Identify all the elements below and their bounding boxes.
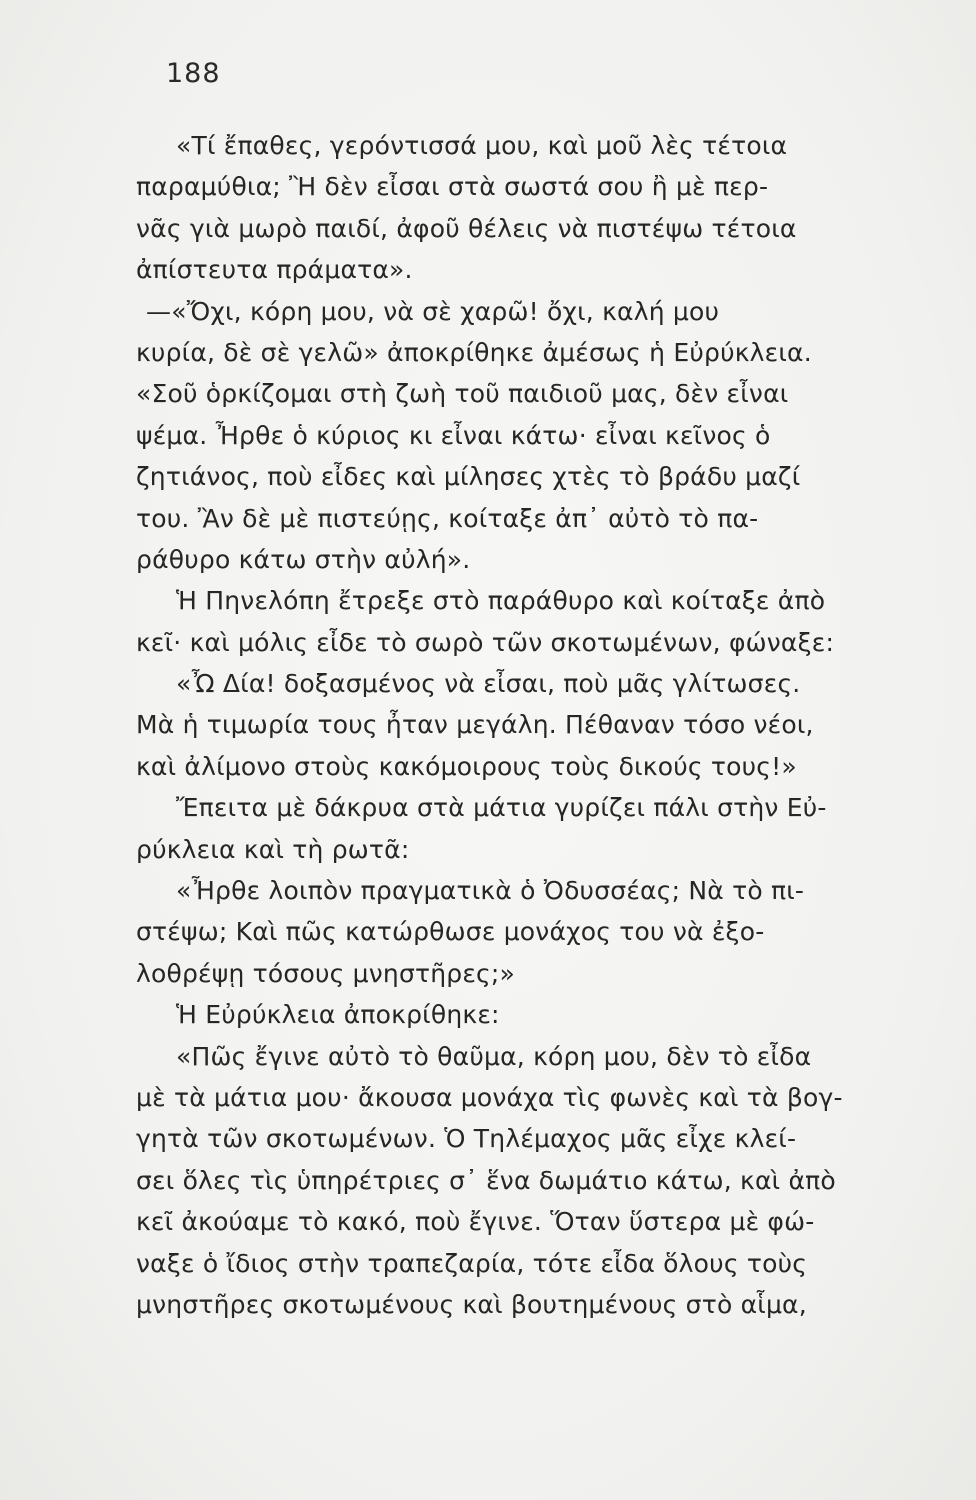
text-line: κυρία, δὲ σὲ γελῶ» ἀποκρίθηκε ἀμέσως ἡ Εὐρύκλεια.: [136, 337, 812, 367]
text-line: καὶ ἀλίμονο στοὺς κακόμοιρους τοὺς δικούς τους!»: [136, 751, 797, 781]
text-line: μνηστῆρες σκοτωμένους καὶ βουτημένους στὸ αἷμα,: [136, 1289, 807, 1319]
body-text: [136, 125, 908, 1325]
text-line: λοθρέψῃ τόσους μνηστῆρες;»: [136, 958, 516, 988]
text-line: —«Ὄχι, κόρη μου, νὰ σὲ χαρῶ! ὄχι, καλή μου: [146, 296, 720, 326]
text-line: «Σοῦ ὁρκίζομαι στὴ ζωὴ τοῦ παιδιοῦ μας, δὲν εἶναι: [136, 379, 789, 409]
text-line: παραμύθια; Ἢ δὲν εἶσαι στὰ σωστά σου ἢ μὲ περ-: [136, 172, 769, 202]
text-line: κεῖ ἀκούαμε τὸ κακό, ποὺ ἔγινε. Ὅταν ὕστερα μὲ φώ-: [136, 1207, 815, 1237]
text-line: Ἡ Πηνελόπη ἔτρεξε στὸ παράθυρο καὶ κοίταξε ἀπὸ: [176, 586, 826, 616]
text-line: Μὰ ἡ τιμωρία τους ἦταν μεγάλη. Πέθαναν τόσο νέοι,: [136, 710, 814, 740]
text-line: γητὰ τῶν σκοτωμένων. Ὁ Τηλέμαχος μᾶς εἶχε κλεί-: [136, 1124, 797, 1154]
text-line: μὲ τὰ μάτια μου· ἄκουσα μονάχα τὶς φωνὲς καὶ τὰ βογ-: [136, 1082, 843, 1112]
page-number: 188: [166, 58, 221, 89]
text-line: «Ἦρθε λοιπὸν πραγματικὰ ὁ Ὀδυσσέας; Νὰ τὸ πι-: [176, 876, 805, 906]
text-line: κεῖ· καὶ μόλις εἶδε τὸ σωρὸ τῶν σκοτωμένων, φώναξε:: [136, 627, 835, 657]
text-line: στέψω; Καὶ πῶς κατώρθωσε μονάχος του νὰ ἐξο-: [136, 917, 765, 947]
text-line: ἀπίστευτα πράματα».: [136, 255, 413, 285]
text-line: σει ὅλες τὶς ὑπηρέτριες σ᾿ ἕνα δωμάτιο κάτω, καὶ ἀπὸ: [136, 1165, 836, 1195]
text-line: του. Ἂν δὲ μὲ πιστεύῃς, κοίταξε ἀπ᾿ αὐτὸ τὸ πα-: [136, 503, 759, 533]
text-line: Ἔπειτα μὲ δάκρυα στὰ μάτια γυρίζει πάλι στὴν Εὐ-: [176, 793, 827, 823]
text-line: νᾶς γιὰ μωρὸ παιδί, ἀφοῦ θέλεις νὰ πιστέψω τέτοια: [136, 213, 797, 243]
text-line: ζητιάνος, ποὺ εἶδες καὶ μίλησες χτὲς τὸ βράδυ μαζί: [136, 462, 801, 492]
text-line: «Ὦ Δία! δοξασμένος νὰ εἶσαι, ποὺ μᾶς γλίτωσες.: [176, 669, 801, 699]
text-line: ράθυρο κάτω στὴν αὐλή».: [136, 544, 471, 574]
text-line: «Πῶς ἔγινε αὐτὸ τὸ θαῦμα, κόρη μου, δὲν τὸ εἶδα: [176, 1041, 812, 1071]
text-line: ρύκλεια καὶ τὴ ρωτᾶ:: [136, 834, 410, 864]
text-line: ναξε ὁ ἴδιος στὴν τραπεζαρία, τότε εἶδα ὅλους τοὺς: [136, 1248, 808, 1278]
text-line: Ἡ Εὐρύκλεια ἀποκρίθηκε:: [176, 1000, 500, 1030]
text-line: ψέμα. Ἦρθε ὁ κύριος κι εἶναι κάτω· εἶναι κεῖνος ὁ: [136, 420, 771, 450]
text-line: «Τί ἔπαθες, γερόντισσά μου, καὶ μοῦ λὲς τέτοια: [176, 131, 788, 160]
